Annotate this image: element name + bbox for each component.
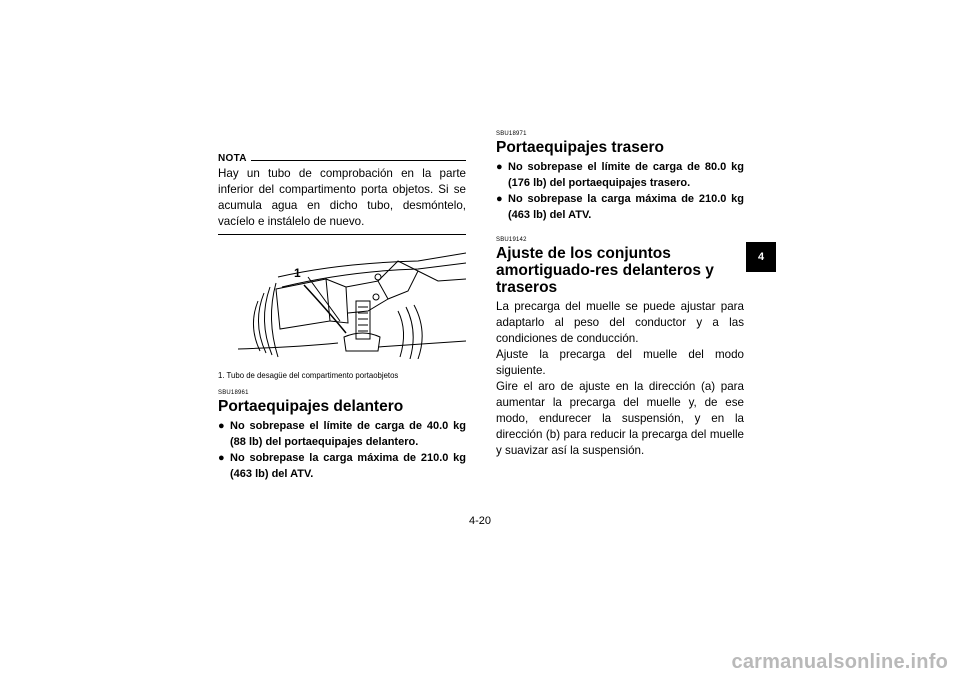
bullet-list: [218, 418, 466, 482]
section-title: Ajuste de los conjuntos amortiguado-res delanteros y traseros: [496, 245, 714, 296]
section-title: Portaequipajes delantero: [218, 398, 404, 415]
paragraph: Gire el aro de ajuste en la dirección (a) para aumentar la precarga del muelle y, de ese modo, endurecer la suspensión, y en la dirección (b) para reducir la precarga del muelle y suavizar así la suspensión.: [496, 380, 744, 457]
note-label: NOTA: [218, 152, 247, 164]
bullet-text: No sobrepase la carga máxima de 210.0 kg (463 lb) del ATV.: [230, 452, 466, 480]
section-title: Portaequipajes trasero: [496, 139, 664, 156]
caption-text: Tubo de desagüe del compartimento portaobjetos: [226, 371, 399, 380]
watermark: carmanualsonline.info: [731, 651, 948, 673]
note-rule: [251, 160, 466, 161]
section-code: SBU18961: [218, 390, 249, 396]
bullet-icon: ●: [218, 452, 225, 464]
bullet-list: [496, 159, 744, 223]
caption-number: 1.: [218, 371, 225, 380]
note-end-rule: [218, 234, 466, 235]
figure-callout-1: 1: [294, 266, 301, 280]
page-number: 4-20: [468, 515, 492, 527]
bullet-text: No sobrepase la carga máxima de 210.0 kg (463 lb) del ATV.: [508, 193, 744, 221]
bullet-text: No sobrepase el límite de carga de 40.0 kg (88 lb) del portaequipajes delantero.: [230, 420, 466, 448]
drain-tube-figure: [218, 241, 466, 359]
right-column: [496, 131, 744, 459]
drain-tube-illustration: [218, 241, 466, 359]
figure-caption: [218, 371, 466, 380]
note-header: [218, 150, 466, 166]
list-item: [218, 418, 466, 450]
bullet-text: No sobrepase el límite de carga de 80.0 kg (176 lb) del portaequipajes trasero.: [508, 161, 744, 189]
list-item: [218, 450, 466, 482]
list-item: [496, 191, 744, 223]
paragraph: La precarga del muelle se puede ajustar para adaptarlo al peso del conductor y a las condiciones de conducción.: [496, 300, 744, 345]
list-item: [496, 159, 744, 191]
left-column: [218, 150, 466, 482]
section-code: SBU19142: [496, 237, 527, 243]
paragraph: Ajuste la precarga del muelle del modo siguiente.: [496, 348, 744, 377]
bullet-icon: ●: [496, 161, 503, 173]
bullet-icon: ●: [218, 420, 225, 432]
chapter-tab: 4: [746, 242, 776, 272]
bullet-icon: ●: [496, 193, 503, 205]
note-text: Hay un tubo de comprobación en la parte inferior del compartimento porta objetos. Si se acumula agua en dicho tubo, desmóntelo, vacíelo e instálelo de nuevo.: [218, 167, 466, 228]
section-code: SBU18971: [496, 131, 527, 137]
